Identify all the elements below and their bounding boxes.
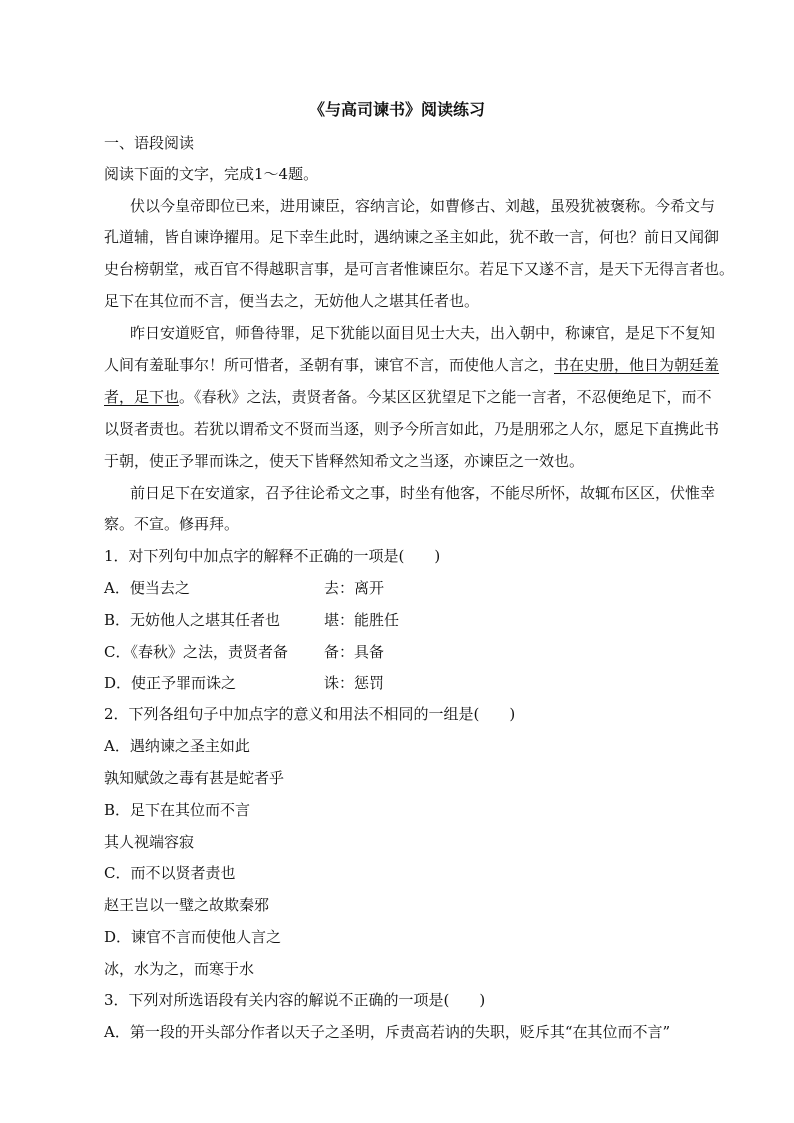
option-answer: 堪：能胜任	[324, 611, 400, 629]
passage-line: 足下在其位而不言，便当去之，无妨他人之堪其任者也。	[104, 292, 480, 310]
passage-text: 。《春秋》之法，责贤者备。今某区区犹望足下之能一言者，不忍便绝足下，而不	[179, 388, 712, 406]
option-line: 冰，水为之，而寒于水	[104, 960, 255, 978]
passage-line: 史台榜朝堂，戒百官不得越职言事，是可言者惟谏臣尔。若足下又遂不言，是天下无得言者也。	[104, 260, 735, 278]
page-title: 《与高司谏书》阅读练习	[308, 100, 485, 119]
option-answer: 备：具备	[324, 643, 385, 661]
option-answer: 去：离开	[324, 579, 385, 597]
section-heading: 一、语段阅读	[104, 134, 195, 152]
option-line: 赵王岂以一璧之故欺秦邪	[104, 896, 270, 914]
question-stem: 2．下列各组句子中加点字的意义和用法不相同的一组是( )	[104, 705, 516, 723]
option-label: C．《春秋》之法，责贤者备	[104, 643, 288, 661]
option-line: D．谏官不言而使他人言之	[104, 928, 282, 946]
passage-line	[104, 355, 724, 375]
passage-line: 孔道辅，皆自谏诤擢用。足下幸生此时，遇纳谏之圣主如此，犹不敢一言，何也？前日又闻御	[104, 228, 720, 246]
passage-line: 察。不宣。修再拜。	[104, 515, 240, 533]
underlined-sentence: 者，足下也	[104, 388, 180, 406]
passage-line	[104, 387, 724, 407]
passage-text: 人间有羞耻事尔！所可惜者，圣朝有事，谏官不言，而使他人言之，	[104, 356, 555, 374]
question-stem: 1．对下列句中加点字的解释不正确的一项是( )	[104, 547, 441, 565]
option-line: A．第一段的开头部分作者以天子之圣明，斥责高若讷的失职，贬斥其“在其位而不言”	[104, 1023, 671, 1041]
underlined-sentence: 书在史册，他日为朝廷羞	[554, 356, 720, 374]
passage-line: 以贤者责也。若犹以谓希文不贤而当逐，则予今所言如此，乃是朋邪之人尔，愿足下直携此书	[104, 420, 720, 438]
instruction-text: 阅读下面的文字，完成1～4题。	[104, 165, 319, 183]
option-label: B．无妨他人之堪其任者也	[104, 611, 281, 629]
option-line: 其人视端容寂	[104, 833, 195, 851]
option-line: B．足下在其位而不言	[104, 801, 251, 819]
passage-line: 于朝，使正予罪而诛之，使天下皆释然知希文之当逐，亦谏臣之一效也。	[104, 452, 585, 470]
option-label: D．使正予罪而诛之	[104, 674, 237, 692]
question-stem: 3．下列对所选语段有关内容的解说不正确的一项是( )	[104, 991, 486, 1009]
passage-line: 前日足下在安道家，召予往论希文之事，时坐有他客，不能尽所怀，故辄布区区，伏惟幸	[130, 484, 716, 502]
option-answer: 诛：惩罚	[324, 674, 385, 692]
option-line: C．而不以贤者责也	[104, 864, 236, 882]
passage-line: 昨日安道贬官，师鲁待罪，足下犹能以面目见士大夫，出入朝中，称谏官，是足下不复知	[130, 324, 716, 342]
passage-line: 伏以今皇帝即位已来，进用谏臣，容纳言论，如曹修古、刘越，虽殁犹被褒称。今希文与	[130, 197, 716, 215]
option-label: A．便当去之	[104, 579, 190, 597]
option-line: A．遇纳谏之圣主如此	[104, 737, 250, 755]
option-line: 孰知赋敛之毒有甚是蛇者乎	[104, 769, 285, 787]
